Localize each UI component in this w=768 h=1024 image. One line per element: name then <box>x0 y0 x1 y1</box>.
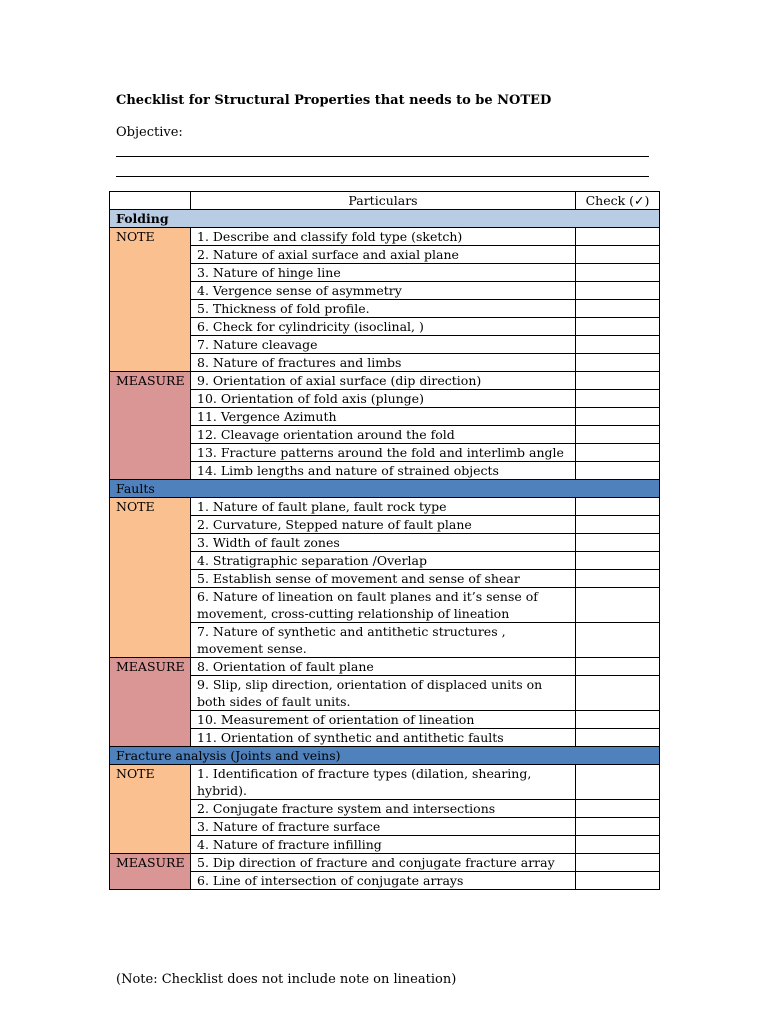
table-row <box>110 570 660 588</box>
table-row <box>110 318 660 336</box>
table-row <box>110 426 660 444</box>
checklist-item: 7. Nature of synthetic and antithetic structures , movement sense. <box>191 623 576 658</box>
check-cell[interactable] <box>576 444 660 462</box>
measure-category-cell: MEASURE <box>110 854 191 890</box>
note-category-cell: NOTE <box>110 228 191 372</box>
checklist-item: 6. Line of intersection of conjugate arrays <box>191 872 576 890</box>
table-row <box>110 336 660 354</box>
table-row <box>110 462 660 480</box>
checklist-item: 3. Nature of fracture surface <box>191 818 576 836</box>
table-row <box>110 282 660 300</box>
page-title: Checklist for Structural Properties that needs to be NOTED <box>116 93 552 108</box>
table-header-row <box>110 192 660 210</box>
check-cell[interactable] <box>576 818 660 836</box>
table-row <box>110 228 660 246</box>
table-row <box>110 676 660 711</box>
check-cell[interactable] <box>576 588 660 623</box>
table-row <box>110 552 660 570</box>
section-header-row <box>110 480 660 498</box>
table-row <box>110 372 660 390</box>
table-row <box>110 246 660 264</box>
checklist-item: 5. Establish sense of movement and sense of shear <box>191 570 576 588</box>
check-cell[interactable] <box>576 408 660 426</box>
checklist-item: 1. Identification of fracture types (dilation, shearing, hybrid). <box>191 765 576 800</box>
section-title: Fracture analysis (Joints and veins) <box>110 747 660 765</box>
objective-label: Objective: <box>116 125 183 140</box>
checklist-item: 14. Limb lengths and nature of strained objects <box>191 462 576 480</box>
table-row <box>110 408 660 426</box>
objective-line-2[interactable] <box>116 176 649 177</box>
checklist-item: 8. Orientation of fault plane <box>191 658 576 676</box>
checklist-item: 10. Measurement of orientation of lineation <box>191 711 576 729</box>
table-row <box>110 300 660 318</box>
checklist-item: 4. Vergence sense of asymmetry <box>191 282 576 300</box>
check-cell[interactable] <box>576 658 660 676</box>
table-row <box>110 800 660 818</box>
section-header-row <box>110 210 660 228</box>
checklist-item: 5. Thickness of fold profile. <box>191 300 576 318</box>
table-row <box>110 516 660 534</box>
checklist-item: 3. Width of fault zones <box>191 534 576 552</box>
header-particulars: Particulars <box>191 192 576 210</box>
checklist-table <box>109 191 660 890</box>
checklist-item: 10. Orientation of fold axis (plunge) <box>191 390 576 408</box>
check-cell[interactable] <box>576 516 660 534</box>
check-cell[interactable] <box>576 336 660 354</box>
table-row <box>110 264 660 282</box>
measure-category-cell: MEASURE <box>110 658 191 747</box>
checklist-item: 9. Orientation of axial surface (dip direction) <box>191 372 576 390</box>
section-header-row <box>110 747 660 765</box>
checklist-item: 11. Vergence Azimuth <box>191 408 576 426</box>
footnote: (Note: Checklist does not include note on lineation) <box>116 972 457 987</box>
table-row <box>110 836 660 854</box>
check-cell[interactable] <box>576 570 660 588</box>
table-row <box>110 854 660 872</box>
check-cell[interactable] <box>576 836 660 854</box>
checklist-item: 12. Cleavage orientation around the fold <box>191 426 576 444</box>
check-cell[interactable] <box>576 872 660 890</box>
checklist-item: 5. Dip direction of fracture and conjugate fracture array <box>191 854 576 872</box>
check-cell[interactable] <box>576 264 660 282</box>
note-category-cell: NOTE <box>110 498 191 658</box>
checklist-item: 2. Nature of axial surface and axial plane <box>191 246 576 264</box>
header-blank <box>110 192 191 210</box>
checklist-item: 11. Orientation of synthetic and antithetic faults <box>191 729 576 747</box>
table-row <box>110 818 660 836</box>
check-cell[interactable] <box>576 372 660 390</box>
table-row <box>110 390 660 408</box>
check-cell[interactable] <box>576 426 660 444</box>
table-row <box>110 623 660 658</box>
table-row <box>110 872 660 890</box>
check-cell[interactable] <box>576 282 660 300</box>
table-row <box>110 498 660 516</box>
section-title: Folding <box>110 210 660 228</box>
table-row <box>110 711 660 729</box>
checklist-item: 13. Fracture patterns around the fold and interlimb angle <box>191 444 576 462</box>
note-category-cell: NOTE <box>110 765 191 854</box>
checklist-item: 6. Check for cylindricity (isoclinal, ) <box>191 318 576 336</box>
checklist-item: 4. Stratigraphic separation /Overlap <box>191 552 576 570</box>
checklist-item: 2. Curvature, Stepped nature of fault plane <box>191 516 576 534</box>
table-row <box>110 765 660 800</box>
check-cell[interactable] <box>576 552 660 570</box>
table-row <box>110 534 660 552</box>
check-cell[interactable] <box>576 354 660 372</box>
table-row <box>110 658 660 676</box>
check-cell[interactable] <box>576 854 660 872</box>
check-cell[interactable] <box>576 729 660 747</box>
checklist-item: 2. Conjugate fracture system and intersections <box>191 800 576 818</box>
checklist-item: 1. Describe and classify fold type (sketch) <box>191 228 576 246</box>
check-cell[interactable] <box>576 246 660 264</box>
table-row <box>110 588 660 623</box>
checklist-item: 7. Nature cleavage <box>191 336 576 354</box>
check-cell[interactable] <box>576 228 660 246</box>
check-cell[interactable] <box>576 462 660 480</box>
table-row <box>110 354 660 372</box>
check-cell[interactable] <box>576 676 660 711</box>
checklist-item: 9. Slip, slip direction, orientation of displaced units on both sides of fault units. <box>191 676 576 711</box>
check-cell[interactable] <box>576 623 660 658</box>
checklist-item: 6. Nature of lineation on fault planes and it’s sense of movement, cross-cutting relationship of lineation <box>191 588 576 623</box>
check-cell[interactable] <box>576 318 660 336</box>
header-check: Check (✓) <box>576 192 660 210</box>
check-cell[interactable] <box>576 300 660 318</box>
check-cell[interactable] <box>576 800 660 818</box>
checklist-item: 3. Nature of hinge line <box>191 264 576 282</box>
section-title: Faults <box>110 480 660 498</box>
check-cell[interactable] <box>576 498 660 516</box>
check-cell[interactable] <box>576 765 660 800</box>
checklist-item: 8. Nature of fractures and limbs <box>191 354 576 372</box>
objective-line-1[interactable] <box>116 156 649 157</box>
table-row <box>110 729 660 747</box>
check-cell[interactable] <box>576 390 660 408</box>
check-cell[interactable] <box>576 711 660 729</box>
checklist-item: 4. Nature of fracture infilling <box>191 836 576 854</box>
check-cell[interactable] <box>576 534 660 552</box>
table-row <box>110 444 660 462</box>
checklist-item: 1. Nature of fault plane, fault rock type <box>191 498 576 516</box>
measure-category-cell: MEASURE <box>110 372 191 480</box>
